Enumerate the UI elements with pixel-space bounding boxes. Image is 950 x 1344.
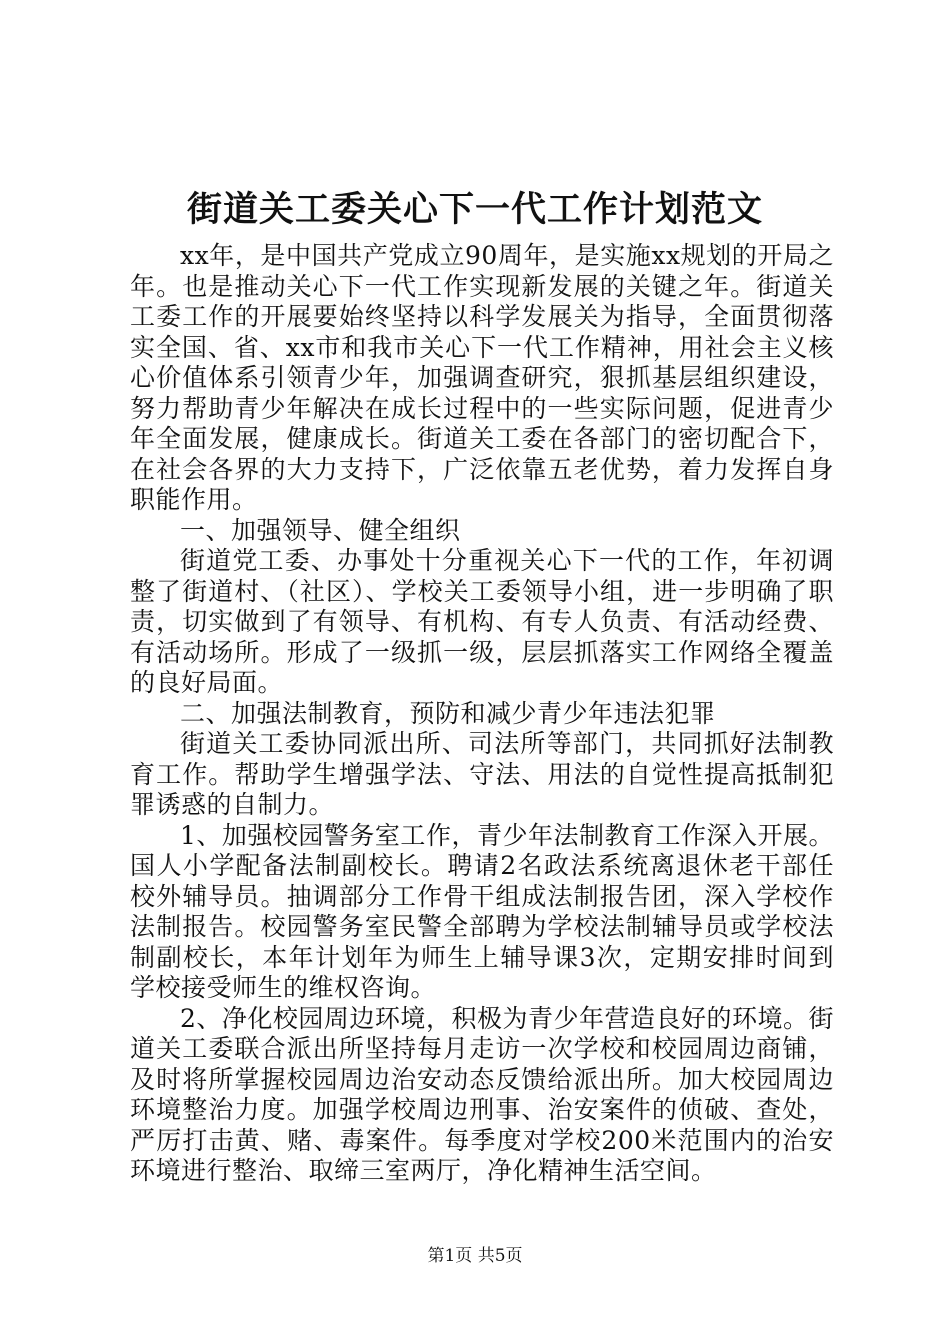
paragraph-intro: xx年，是中国共产党成立90周年，是实施xx规划的开局之年。也是推动关心下一代工作实现新发展的关键之年。街道关工委工作的开展要始终坚持以科学发展关为指导，全面贯彻落实全国、省、xx市和我市关心下一代工作精神，用社会主义核心价值体系引领青少年，加强调查研究，狠抓基层组织建设，努力帮助青少年解决在成长过程中的一些实际问题，促进青少年全面发展，健康成长。街道关工委在各部门的密切配合下，在社会各界的大力支持下，广泛依靠五老优势，着力发挥自身职能作用。 [130, 241, 834, 514]
paragraph-section-2: 街道关工委协同派出所、司法所等部门，共同抓好法制教育工作。帮助学生增强学法、守法、用法的自觉性提高抵制犯罪诱惑的自制力。 [130, 729, 834, 819]
document-body [130, 241, 834, 1187]
page-number-footer: 第1页 共5页 [427, 1246, 523, 1266]
section-heading-1: 一、加强领导、健全组织 [180, 515, 461, 545]
section-heading-2: 二、加强法制教育，预防和减少青少年违法犯罪 [180, 698, 716, 728]
paragraph-item-1: 1、加强校园警务室工作，青少年法制教育工作深入开展。国人小学配备法制副校长。聘请2名政法系统离退休老干部任校外辅导员。抽调部分工作骨干组成法制报告团，深入学校作法制报告。校园警务室民警全部聘为学校法制辅导员或学校法制副校长，本年计划年为师生上辅导课3次，定期安排时间到学校接受师生的维权咨询。 [130, 820, 834, 1002]
document-title: 街道关工委关心下一代工作计划范文 [186, 189, 763, 230]
paragraph-item-2: 2、净化校园周边环境，积极为青少年营造良好的环境。街道关工委联合派出所坚持每月走访一次学校和校园周边商铺，及时将所掌握校园周边治安动态反馈给派出所。加大校园周边环境整治力度。加强学校周边刑事、治安案件的侦破、查处，严厉打击黄、赌、毒案件。每季度对学校200米范围内的治安环境进行整治、取缔三室两厅，净化精神生活空间。 [130, 1003, 834, 1185]
paragraph-section-1: 街道党工委、办事处十分重视关心下一代的工作，年初调整了街道村、（社区）、学校关工委领导小组，进一步明确了职责，切实做到了有领导、有机构、有专人负责、有活动经费、有活动场所。形成了一级抓一级，层层抓落实工作网络全覆盖的良好局面。 [130, 546, 834, 697]
